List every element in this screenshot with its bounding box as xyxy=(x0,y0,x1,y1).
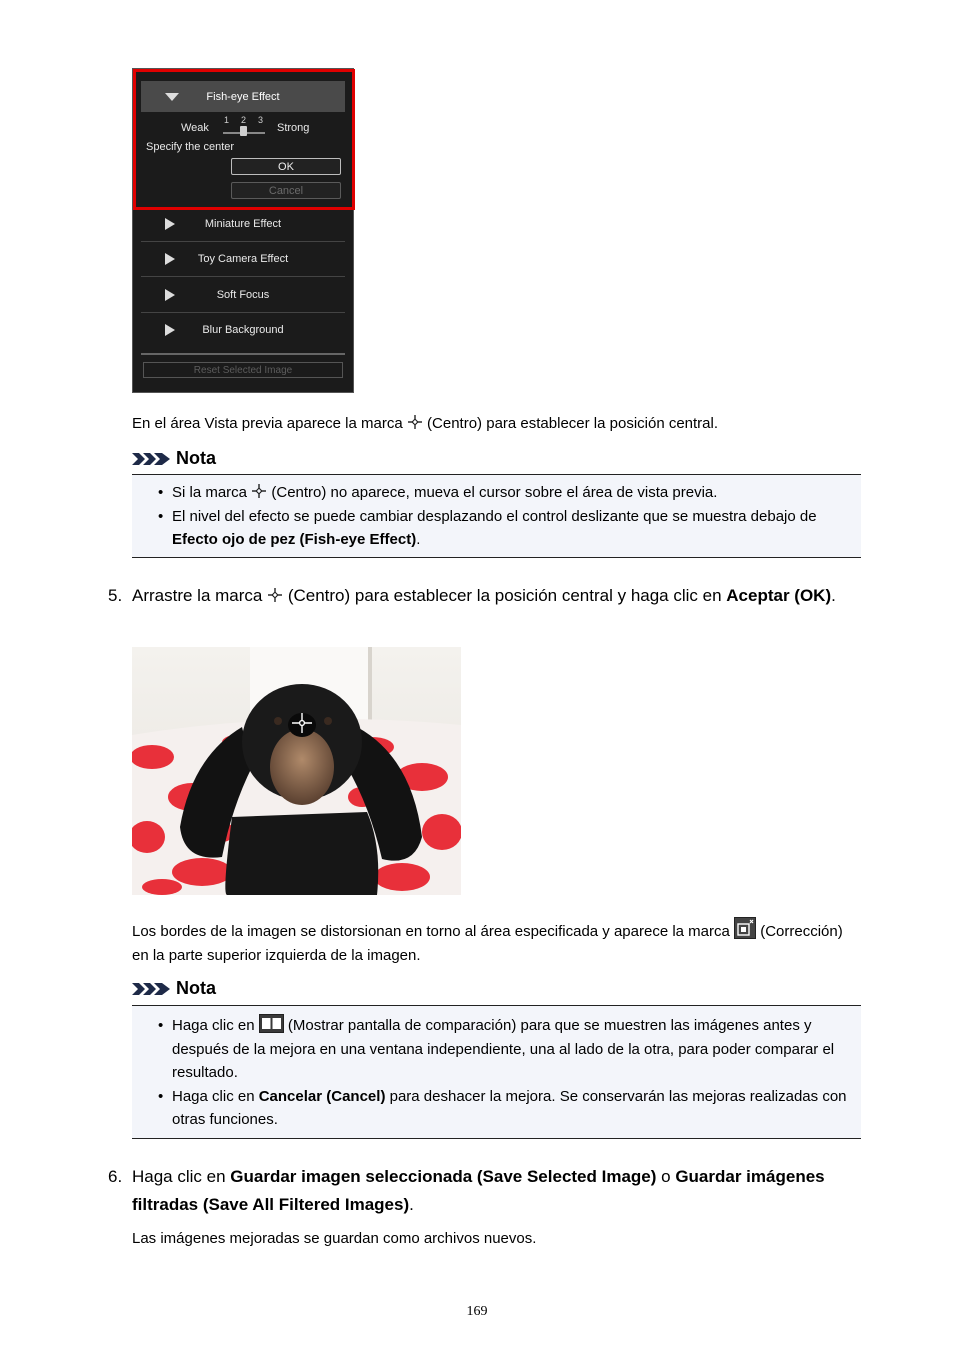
strong-label: Strong xyxy=(277,122,310,134)
step5-end: . xyxy=(831,586,836,605)
highlight-frame xyxy=(133,69,355,210)
effect-item-blur-background[interactable] xyxy=(141,313,345,347)
note1-item2-text: El nivel del efecto se puede cambiar desplazando el control deslizante que se muestra debajo de xyxy=(172,507,817,525)
note1-item2-end: . xyxy=(416,531,421,548)
step-number: 6. xyxy=(108,1167,123,1186)
note2-item2-before: Haga clic en xyxy=(172,1087,259,1105)
note-arrows-icon xyxy=(132,981,172,997)
effect-item-label: Toy Camera Effect xyxy=(197,253,289,265)
para2-text-before: Los bordes de la imagen se distorsionan en torno al área especificada y aparece la marca xyxy=(132,923,735,940)
step5-text-before: Arrastre la marca xyxy=(132,586,268,605)
paragraph-saved-images: Las imágenes mejoradas se guardan como archivos nuevos. xyxy=(132,1230,537,1247)
page-number: 169 xyxy=(466,1304,488,1319)
note1-item1-before: Si la marca xyxy=(172,484,252,501)
effect-item-label: Miniature Effect xyxy=(204,218,282,230)
note2-item2-bold: Cancelar (Cancel) xyxy=(258,1087,386,1105)
step-number: 5. xyxy=(108,586,123,605)
center-crosshair-icon xyxy=(267,587,283,603)
note2-item1-before: Haga clic en xyxy=(172,1017,259,1034)
tick-label-1: 1 xyxy=(224,115,230,125)
effect-item-label: Soft Focus xyxy=(216,289,270,301)
step-5 xyxy=(108,582,861,610)
note2-item-2 xyxy=(132,1085,861,1132)
note1-item2-bold: Efecto ojo de pez (Fish-eye Effect) xyxy=(172,531,417,548)
effect-item-label: Blur Background xyxy=(202,324,284,336)
triangle-right-icon xyxy=(165,324,175,336)
note2-item-1 xyxy=(132,1014,861,1085)
note-heading-1 xyxy=(132,448,216,469)
note2-item1-after: (Mostrar pantalla de comparación) para que se muestren las imágenes antes y después de la mejora en una ventana independiente, una al lado de la otra, para poder comparar el resultado. xyxy=(172,1017,835,1081)
para2-text-after: (Corrección) en la parte superior izquierda de la imagen. xyxy=(132,923,843,964)
comparison-screen-icon xyxy=(259,1014,284,1033)
step5-bold: Aceptar (OK) xyxy=(726,586,832,605)
triangle-right-icon xyxy=(165,289,175,301)
step5-text-middle: (Centro) para establecer la posición central y haga clic en xyxy=(283,586,727,605)
step-6 xyxy=(108,1163,861,1219)
step6-bold-save-all: Guardar imágenes filtradas (Save All Filtered Images) xyxy=(132,1167,825,1214)
paragraph-correction-mark xyxy=(132,917,861,968)
center-crosshair-icon xyxy=(251,483,267,499)
tick-label-2: 2 xyxy=(241,115,247,125)
note-box-2 xyxy=(132,1005,861,1139)
note-title: Nota xyxy=(176,448,216,468)
dog-photo-image xyxy=(132,647,461,895)
step6-text-before: Haga clic en xyxy=(132,1167,231,1186)
note-box-1 xyxy=(132,474,861,558)
step6-text-middle: o xyxy=(656,1167,676,1186)
weak-label: Weak xyxy=(181,122,209,134)
note-arrows-icon xyxy=(132,451,172,467)
center-crosshair-icon xyxy=(407,414,423,430)
effects-panel-screenshot xyxy=(132,68,354,393)
triangle-right-icon xyxy=(165,218,175,230)
para1-text-after: (Centro) para establecer la posición central. xyxy=(422,415,719,432)
effect-item-toy-camera[interactable] xyxy=(141,242,345,277)
note2-item2-after: para deshacer la mejora. Se conservarán las mejoras realizadas con otras funciones. xyxy=(172,1087,847,1128)
effect-item-soft-focus[interactable] xyxy=(141,278,345,313)
specify-center-label: Specify the center xyxy=(146,141,235,153)
ok-button[interactable]: OK xyxy=(231,158,341,175)
correction-icon xyxy=(734,917,756,939)
step6-bold-save-selected: Guardar imagen seleccionada (Save Selected Image) xyxy=(230,1167,657,1186)
para1-text-before: En el área Vista previa aparece la marca xyxy=(132,415,407,432)
note1-item-2 xyxy=(132,505,861,552)
paragraph-center-mark xyxy=(132,412,861,436)
fish-eye-effect-label: Fish-eye Effect xyxy=(206,90,280,103)
note-heading-2 xyxy=(132,978,216,999)
panel-divider xyxy=(141,353,345,355)
note1-item1-after: (Centro) no aparece, mueva el cursor sobre el área de vista previa. xyxy=(267,484,718,501)
step6-end: . xyxy=(409,1195,414,1214)
note1-item-1 xyxy=(132,481,861,505)
dog-preview-photo xyxy=(132,647,461,895)
triangle-right-icon xyxy=(165,253,175,265)
reset-selected-image-button[interactable]: Reset Selected Image xyxy=(143,362,343,378)
tick-label-3: 3 xyxy=(258,115,264,125)
cancel-button[interactable]: Cancel xyxy=(231,182,341,199)
note-title: Nota xyxy=(176,978,216,998)
effect-item-miniature[interactable] xyxy=(141,207,345,242)
